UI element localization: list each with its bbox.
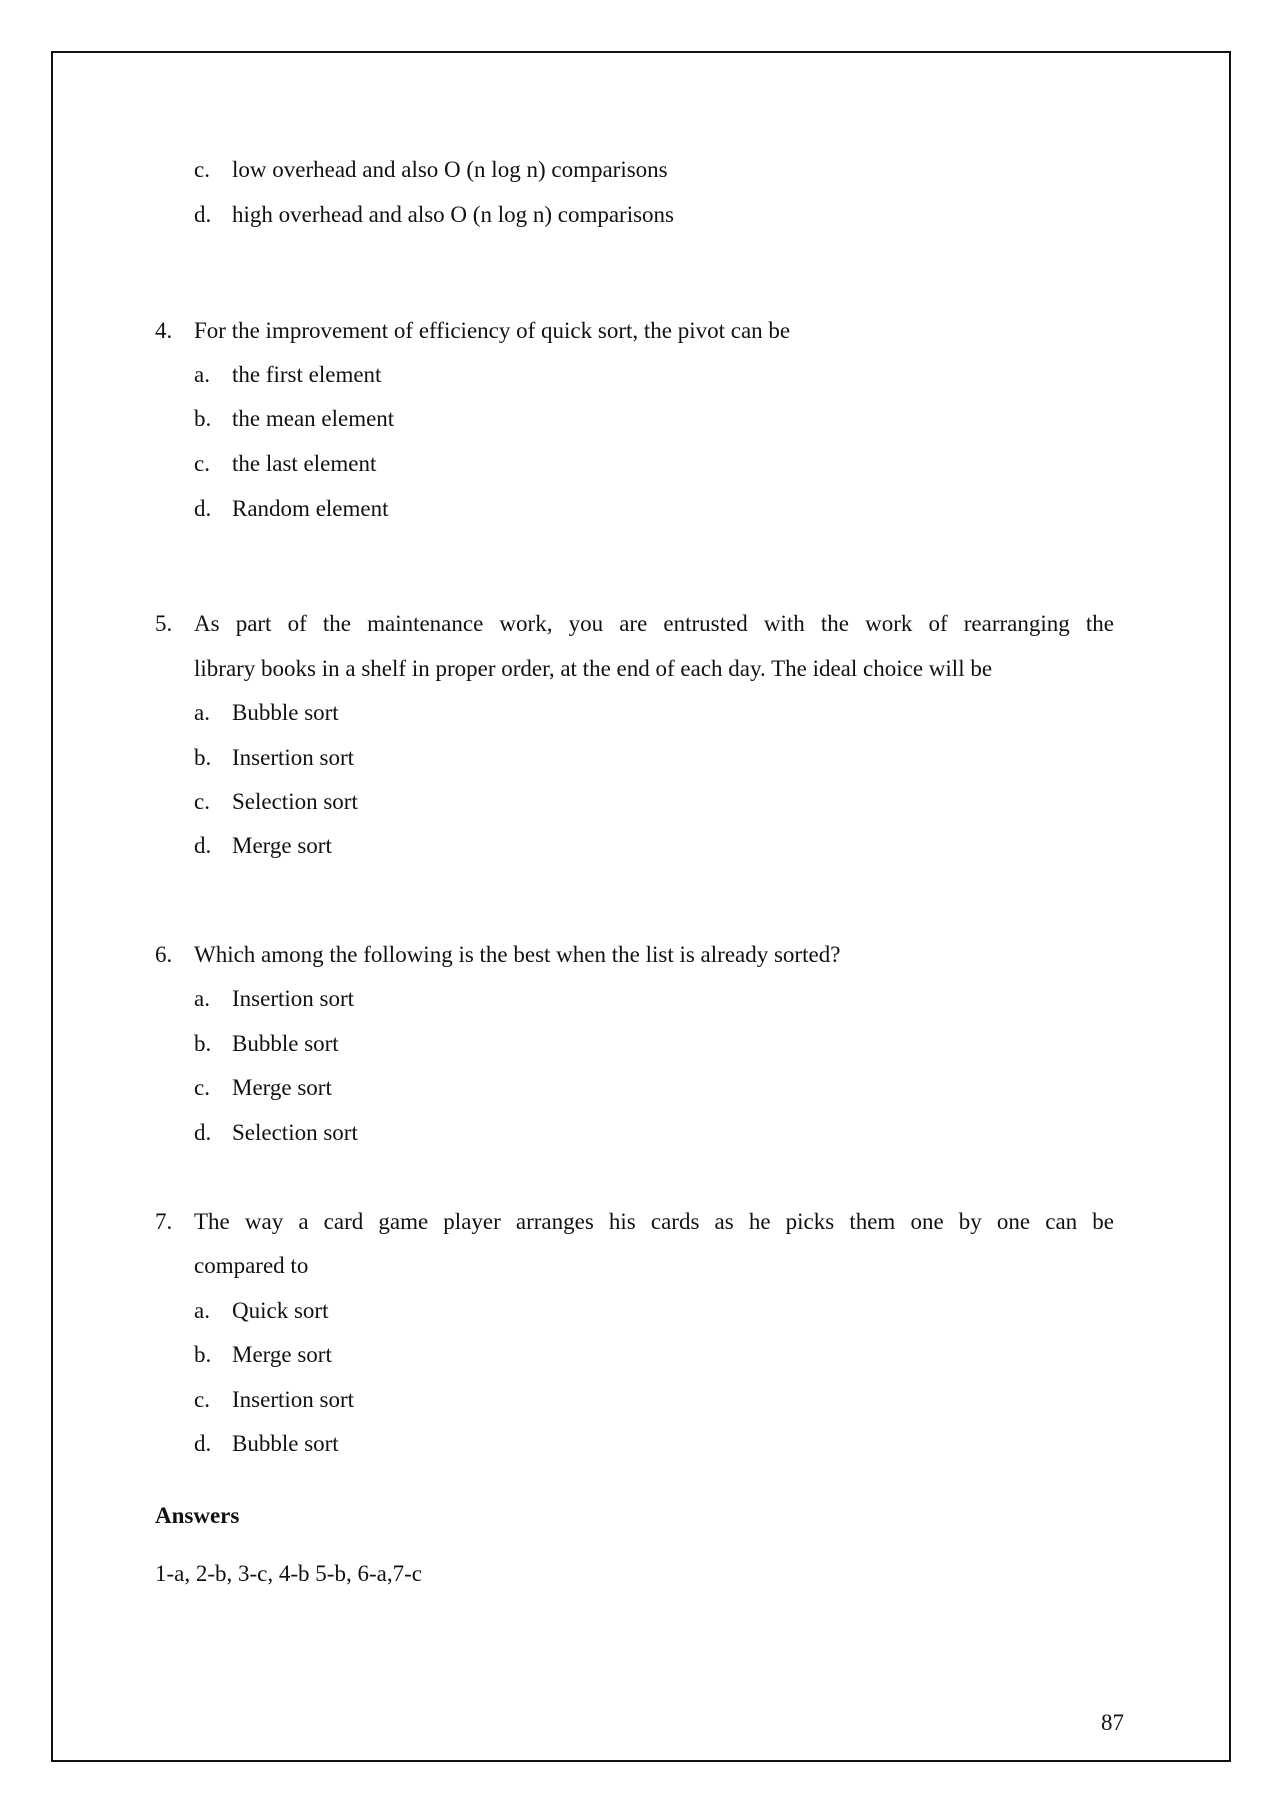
question-number: 5. [155,611,173,636]
option-text: Merge sort [232,833,332,858]
option-letter: a. [194,1298,210,1323]
option-text: Insertion sort [232,745,355,770]
question-number: 4. [155,318,173,343]
question-text: Which among the following is the best when the list is already sorted? [194,942,841,967]
option-text: the last element [232,451,377,476]
option-text: Merge sort [232,1075,332,1100]
option-letter: b. [194,745,212,770]
option-letter: c. [194,789,210,814]
option-letter: c. [194,1075,210,1100]
option-text: Insertion sort [232,1387,355,1412]
page-number: 87 [1101,1710,1124,1735]
option-text: Merge sort [232,1342,332,1367]
option-letter: a. [194,362,210,387]
question-text: As part of the maintenance work, you are entrusted with the work of rearranging the [194,611,1114,636]
option-text: low overhead and also O (n log n) comparisons [232,157,668,182]
option-text: Quick sort [232,1298,329,1323]
option-text: Bubble sort [232,1031,339,1056]
question-text: For the improvement of efficiency of quick sort, the pivot can be [194,318,791,343]
option-text: Bubble sort [232,700,339,725]
option-text: Insertion sort [232,986,355,1011]
option-letter: d. [194,1431,212,1456]
option-letter: a. [194,986,210,1011]
option-letter: b. [194,1031,212,1056]
option-text: Selection sort [232,1120,358,1145]
option-letter: d. [194,833,212,858]
option-text: Selection sort [232,789,358,814]
question-text: The way a card game player arranges his cards as he picks them one by one can be [194,1209,1114,1234]
option-letter: d. [194,202,212,227]
question-text: compared to [194,1253,309,1278]
option-text: the first element [232,362,382,387]
option-text: the mean element [232,406,395,431]
option-letter: b. [194,406,212,431]
option-letter: a. [194,700,210,725]
option-letter: c. [194,451,210,476]
option-letter: c. [194,157,210,182]
answers-text: 1-a, 2-b, 3-c, 4-b 5-b, 6-a,7-c [155,1561,422,1586]
answers-heading: Answers [155,1503,240,1528]
question-number: 7. [155,1209,173,1234]
option-letter: b. [194,1342,212,1367]
option-text: high overhead and also O (n log n) comparisons [232,202,675,227]
question-number: 6. [155,942,173,967]
question-text: library books in a shelf in proper order, at the end of each day. The ideal choice will be [194,656,993,681]
option-letter: d. [194,496,212,521]
option-text: Random element [232,496,389,521]
option-letter: c. [194,1387,210,1412]
option-text: Bubble sort [232,1431,339,1456]
option-letter: d. [194,1120,212,1145]
